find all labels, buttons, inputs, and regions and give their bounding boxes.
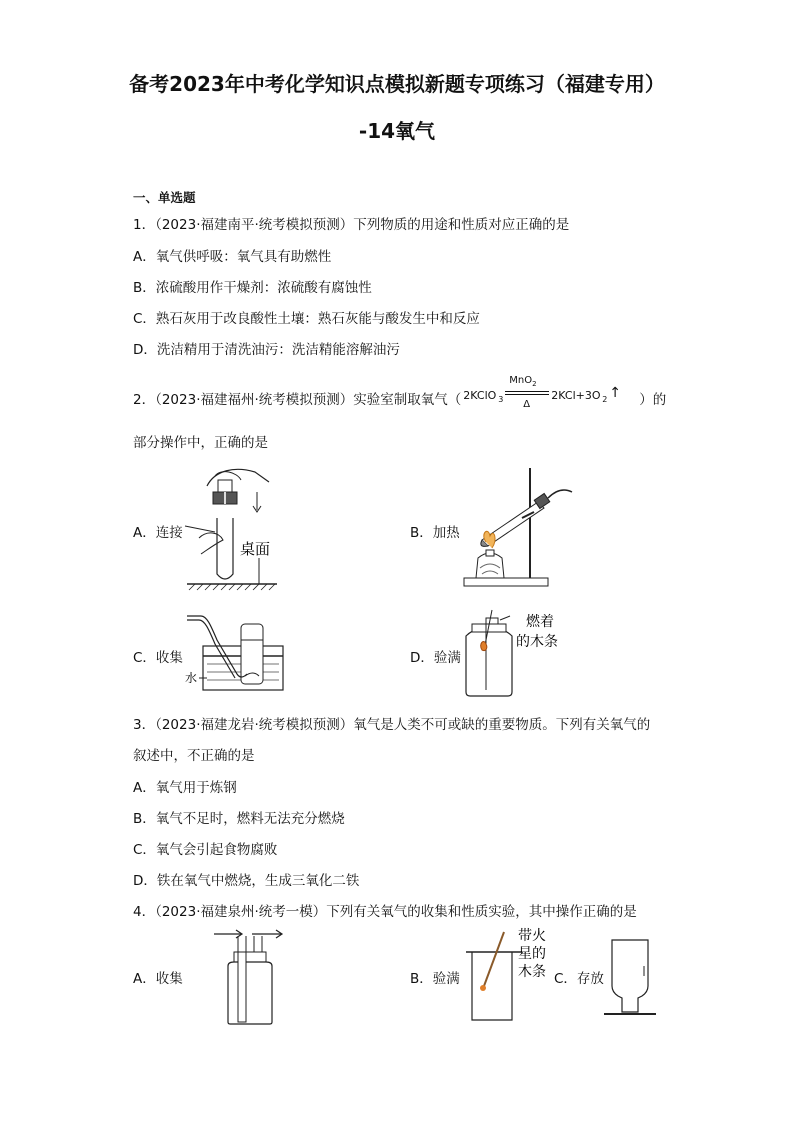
q2-option-c: C．收集 [133, 650, 183, 666]
question-2-stem-line2: 部分操作中，正确的是 [133, 435, 268, 451]
storage-bottle-figure [600, 936, 660, 1020]
q2-stem-prefix: 2．（2023·福建福州·统考模拟预测）实验室制取氧气（ [133, 392, 462, 408]
q4-option-b: B．验满 [410, 971, 460, 987]
formula-condition-line-2 [505, 394, 549, 395]
question-1-stem: 1．（2023·福建南平·统考模拟预测）下列物质的用途和性质对应正确的是 [133, 217, 570, 233]
test-full-figure [460, 610, 580, 698]
q4-option-a: A．收集 [133, 971, 183, 987]
q1-option-c: C．熟石灰用于改良酸性土壤：熟石灰能与酸发生中和反应 [133, 311, 480, 327]
formula-product: 2KCl+3O [551, 389, 601, 402]
q3-option-b: B．氧气不足时，燃料无法充分燃烧 [133, 811, 345, 827]
q3-option-a: A．氧气用于炼钢 [133, 780, 237, 796]
splint-label-3: 木条 [518, 964, 546, 980]
page-subtitle: -14氧气 [358, 119, 436, 143]
splint-label-2: 星的 [518, 946, 546, 962]
question-4-stem: 4．（2023·福建泉州·统考一模）下列有关氧气的收集和性质实验，其中操作正确的是 [133, 904, 637, 920]
formula-condition-line [505, 391, 549, 392]
question-2-stem [133, 375, 667, 415]
page-title: 备考2023年中考化学知识点模拟新题专项练习（福建专用） [129, 72, 665, 96]
q1-option-d: D．洗洁精用于清洗油污：洗洁精能溶解油污 [133, 342, 400, 358]
q2-stem-suffix: ）的 [639, 392, 667, 408]
formula-reactant: 2KClO [463, 389, 497, 402]
formula-product-sub: 2 [602, 395, 608, 404]
collect-figure [185, 610, 295, 694]
heating-figure [460, 462, 580, 592]
splint-label-1: 带火 [518, 928, 546, 944]
burning-stick-label-2: 的木条 [516, 634, 558, 650]
burning-stick-label-1: 燃着 [526, 614, 554, 630]
gas-arrow: ↑ [609, 385, 622, 401]
water-label: 水 [185, 671, 198, 685]
formula-reactant-sub: 3 [498, 395, 504, 404]
glowing-splint-figure [466, 928, 556, 1028]
q2-option-a: A．连接 [133, 525, 183, 541]
reaction-formula [461, 375, 639, 410]
question-3-stem: 3．（2023·福建龙岩·统考模拟预测）氧气是人类不可或缺的重要物质。下列有关氧气的 [133, 717, 651, 733]
formula-catalyst: MnO$_2$ [509, 375, 537, 388]
q2-option-b: B．加热 [410, 525, 460, 541]
q4-option-c: C．存放 [554, 971, 604, 987]
formula-heat: Δ [523, 399, 531, 410]
q3-option-c: C．氧气会引起食物腐败 [133, 842, 278, 858]
q2-option-d: D．验满 [410, 650, 461, 666]
q1-option-a: A．氧气供呼吸：氧气具有助燃性 [133, 249, 332, 265]
q1-option-b: B．浓硫酸用作干燥剂：浓硫酸有腐蚀性 [133, 280, 372, 296]
section-title: 一、单选题 [133, 190, 196, 205]
connect-tube-figure [185, 462, 285, 592]
q3-option-d: D．铁在氧气中燃烧，生成三氧化二铁 [133, 873, 360, 889]
bottle-collect-figure [212, 928, 288, 1028]
question-3-stem-line2: 叙述中，不正确的是 [133, 748, 255, 764]
desk-label: 桌面 [240, 540, 271, 558]
